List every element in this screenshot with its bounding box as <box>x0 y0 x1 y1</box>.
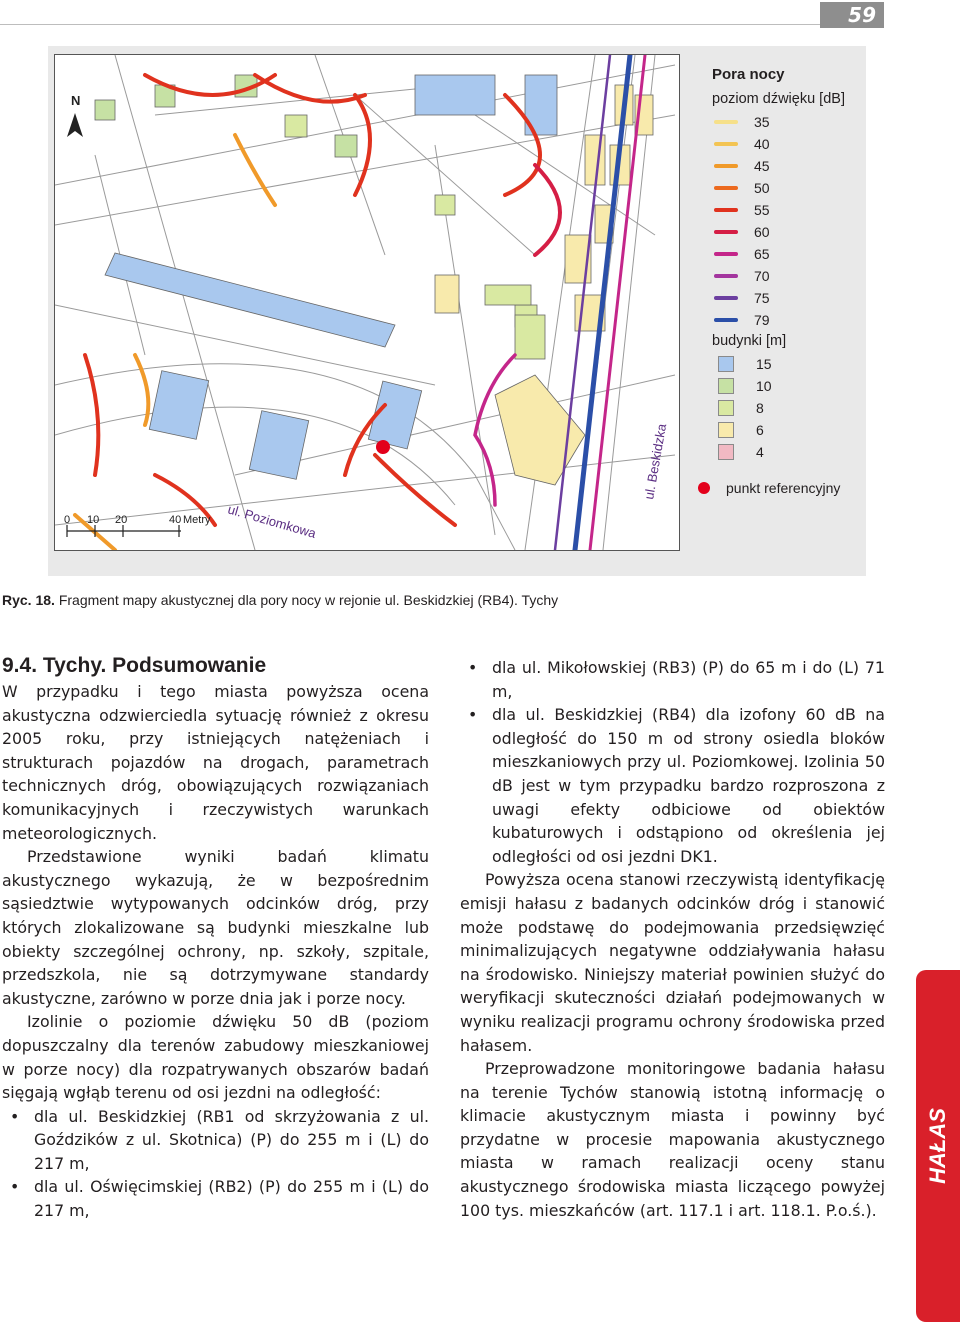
north-arrow-icon <box>67 113 83 137</box>
sound-swatch-icon <box>714 164 738 168</box>
right-paragraph-1: Powyższa ocena stanowi rzeczywistą identyfikację emisji hałasu z badanych odcinków dróg i stanowić może podstawę do podejmowania przedsięwzięć minimalizujących negatywne oddziaływania hałasu na środowisko. Niniejszy materiał powinien służyć do weryfikacji skuteczności działań podejmowanych w wyniku realizacji programu ochrony środowiska przed hałasem. <box>460 870 885 1055</box>
sound-level-label: 40 <box>754 136 770 152</box>
legend-sound-row <box>684 265 866 287</box>
building-height-label: 4 <box>756 444 764 460</box>
sound-swatch-icon <box>714 142 738 146</box>
figure-caption <box>2 592 558 608</box>
legend-building-row <box>684 375 866 397</box>
scale-label-40: 40 <box>169 514 182 526</box>
sound-level-label: 70 <box>754 268 770 284</box>
reference-point-marker <box>376 440 390 454</box>
side-tab <box>916 970 960 1322</box>
building-height-label: 10 <box>756 378 772 394</box>
street-label-poziomkowa: ul. Poziomkowa <box>226 501 318 541</box>
sound-level-label: 50 <box>754 180 770 196</box>
building-swatch-icon <box>718 356 734 372</box>
building-height-label: 6 <box>756 422 764 438</box>
right-column <box>460 656 885 1222</box>
sound-swatch-icon <box>714 120 738 124</box>
sound-level-label: 55 <box>754 202 770 218</box>
building-swatch-icon <box>718 444 734 460</box>
legend-sound-row <box>684 177 866 199</box>
right-bullet-2: • dla ul. Beskidzkiej (RB4) dla izofony 60 dB na odległość do 150 m od strony osiedla bloków mieszkaniowych przy ul. Poziomkowej. Izolinia 50 dB jest w tym przypadku bardzo rozproszona z uwagi efekty odbiciowe od obiektów kubaturowych i odstąpiono od określenia jej odległości od osi jezdni DK1. <box>460 703 885 868</box>
sound-swatch-icon <box>714 230 738 234</box>
legend-reference-label: punkt referencyjny <box>726 480 841 496</box>
street-label-beskidzka: ul. Beskidzka <box>641 422 670 501</box>
building-height-label: 8 <box>756 400 764 416</box>
acoustic-map <box>54 54 680 551</box>
left-paragraph-3: Izolinie o poziomie dźwięku 50 dB (poziom dopuszczalny dla terenów zabudowy mieszkaniowej w porze nocy) dla rozpatrywanych obszarów badań sięgają wgłąb terenu od osi jezdni na odległość: <box>2 1012 429 1103</box>
left-bullet-1: • dla ul. Beskidzkiej (RB1 od skrzyżowania z ul. Goździków z ul. Skotnica) (P) do 255 m i (L) do 217 m, <box>2 1105 429 1176</box>
legend-sound-heading: poziom dźwięku [dB] <box>712 91 845 107</box>
legend-sound-row <box>684 155 866 177</box>
legend-sound-levels <box>684 111 866 331</box>
legend-sound-row <box>684 111 866 133</box>
legend-sound-row <box>684 287 866 309</box>
building-swatch-icon <box>718 422 734 438</box>
scale-unit: Metry <box>183 514 211 526</box>
building-swatch-icon <box>718 378 734 394</box>
header-rule <box>0 24 820 25</box>
sound-level-label: 75 <box>754 290 770 306</box>
scale-label-0: 0 <box>64 514 71 526</box>
section-heading: 9.4. Tychy. Podsumowanie <box>2 654 267 677</box>
sound-swatch-icon <box>714 296 738 300</box>
left-paragraph-1: W przypadku i tego miasta powyższa ocena akustyczna odzwierciedla sytuację również z okresu 2005 roku, przy istniejących natężeniach i strukturach pojazdów na drogach, parametrach technicznych dróg, obowiązujących rozwiązaniach komunikacyjnych i rzeczywistych warunkach meteorologicznych. <box>2 682 429 843</box>
left-column <box>2 680 429 1223</box>
legend-sound-row <box>684 199 866 221</box>
sound-swatch-icon <box>714 186 738 190</box>
caption-prefix: Ryc. 18. <box>2 592 55 608</box>
right-paragraph-2: Przeprowadzone monitoringowe badania hałasu na terenie Tychów stanowią istotną informację o klimacie akustycznym miasta i powinny być przydatne w procesie mapowania akustycznego miasta w ramach realizacji oceny stanu akustycznego środowiska miasta liczącego powyżej 100 tys. mieszkańców (art. 117.1 i art. 118.1. P.o.ś.). <box>460 1059 885 1220</box>
scale-bar <box>67 525 181 537</box>
building-swatch-icon <box>718 400 734 416</box>
map-legend <box>684 60 866 499</box>
sound-level-label: 35 <box>754 114 770 130</box>
legend-building-row <box>684 397 866 419</box>
sound-level-label: 79 <box>754 312 770 328</box>
scale-label-10: 10 <box>87 514 100 526</box>
sound-level-label: 45 <box>754 158 770 174</box>
legend-sound-row <box>684 309 866 331</box>
right-bullet-1: • dla ul. Mikołowskiej (RB3) (P) do 65 m i do (L) 71 m, <box>460 656 885 703</box>
sound-level-label: 60 <box>754 224 770 240</box>
sound-swatch-icon <box>714 252 738 256</box>
legend-sound-row <box>684 243 866 265</box>
legend-sound-row <box>684 221 866 243</box>
scale-label-20: 20 <box>115 514 128 526</box>
building-height-label: 15 <box>756 356 772 372</box>
left-paragraph-2: Przedstawione wyniki badań klimatu akustycznego wykazują, że w bezpośrednim sąsiedztwie wytypowanych odcinków dróg, przy których zlokalizowane są budynki mieszkalne lub obiekty szczególnej ochrony, np. szkoły, szpitale, przedszkola, nie są dotrzymywane standardy akustyczne, zarówno w porze dnia jak i porze nocy. <box>2 847 429 1008</box>
sound-level-label: 65 <box>754 246 770 262</box>
legend-building-row <box>684 441 866 463</box>
side-tab-label: HAŁAS <box>925 1108 950 1184</box>
caption-text: Fragment mapy akustycznej dla pory nocy w rejonie ul. Beskidzkiej (RB4). Tychy <box>54 592 559 608</box>
left-bullet-2: • dla ul. Oświęcimskiej (RB2) (P) do 255 m i (L) do 217 m, <box>2 1175 429 1222</box>
north-label: N <box>71 93 81 108</box>
reference-point-icon <box>698 482 710 494</box>
page-number: 59 <box>820 2 884 28</box>
legend-reference-point <box>684 477 866 499</box>
legend-title: Pora nocy <box>712 66 785 83</box>
sound-swatch-icon <box>714 274 738 278</box>
sound-swatch-icon <box>714 318 738 322</box>
map-drawing <box>55 55 679 550</box>
legend-buildings-heading: budynki [m] <box>712 333 787 349</box>
sound-swatch-icon <box>714 208 738 212</box>
legend-building-row <box>684 419 866 441</box>
legend-building-heights <box>684 353 866 463</box>
legend-sound-row <box>684 133 866 155</box>
legend-building-row <box>684 353 866 375</box>
